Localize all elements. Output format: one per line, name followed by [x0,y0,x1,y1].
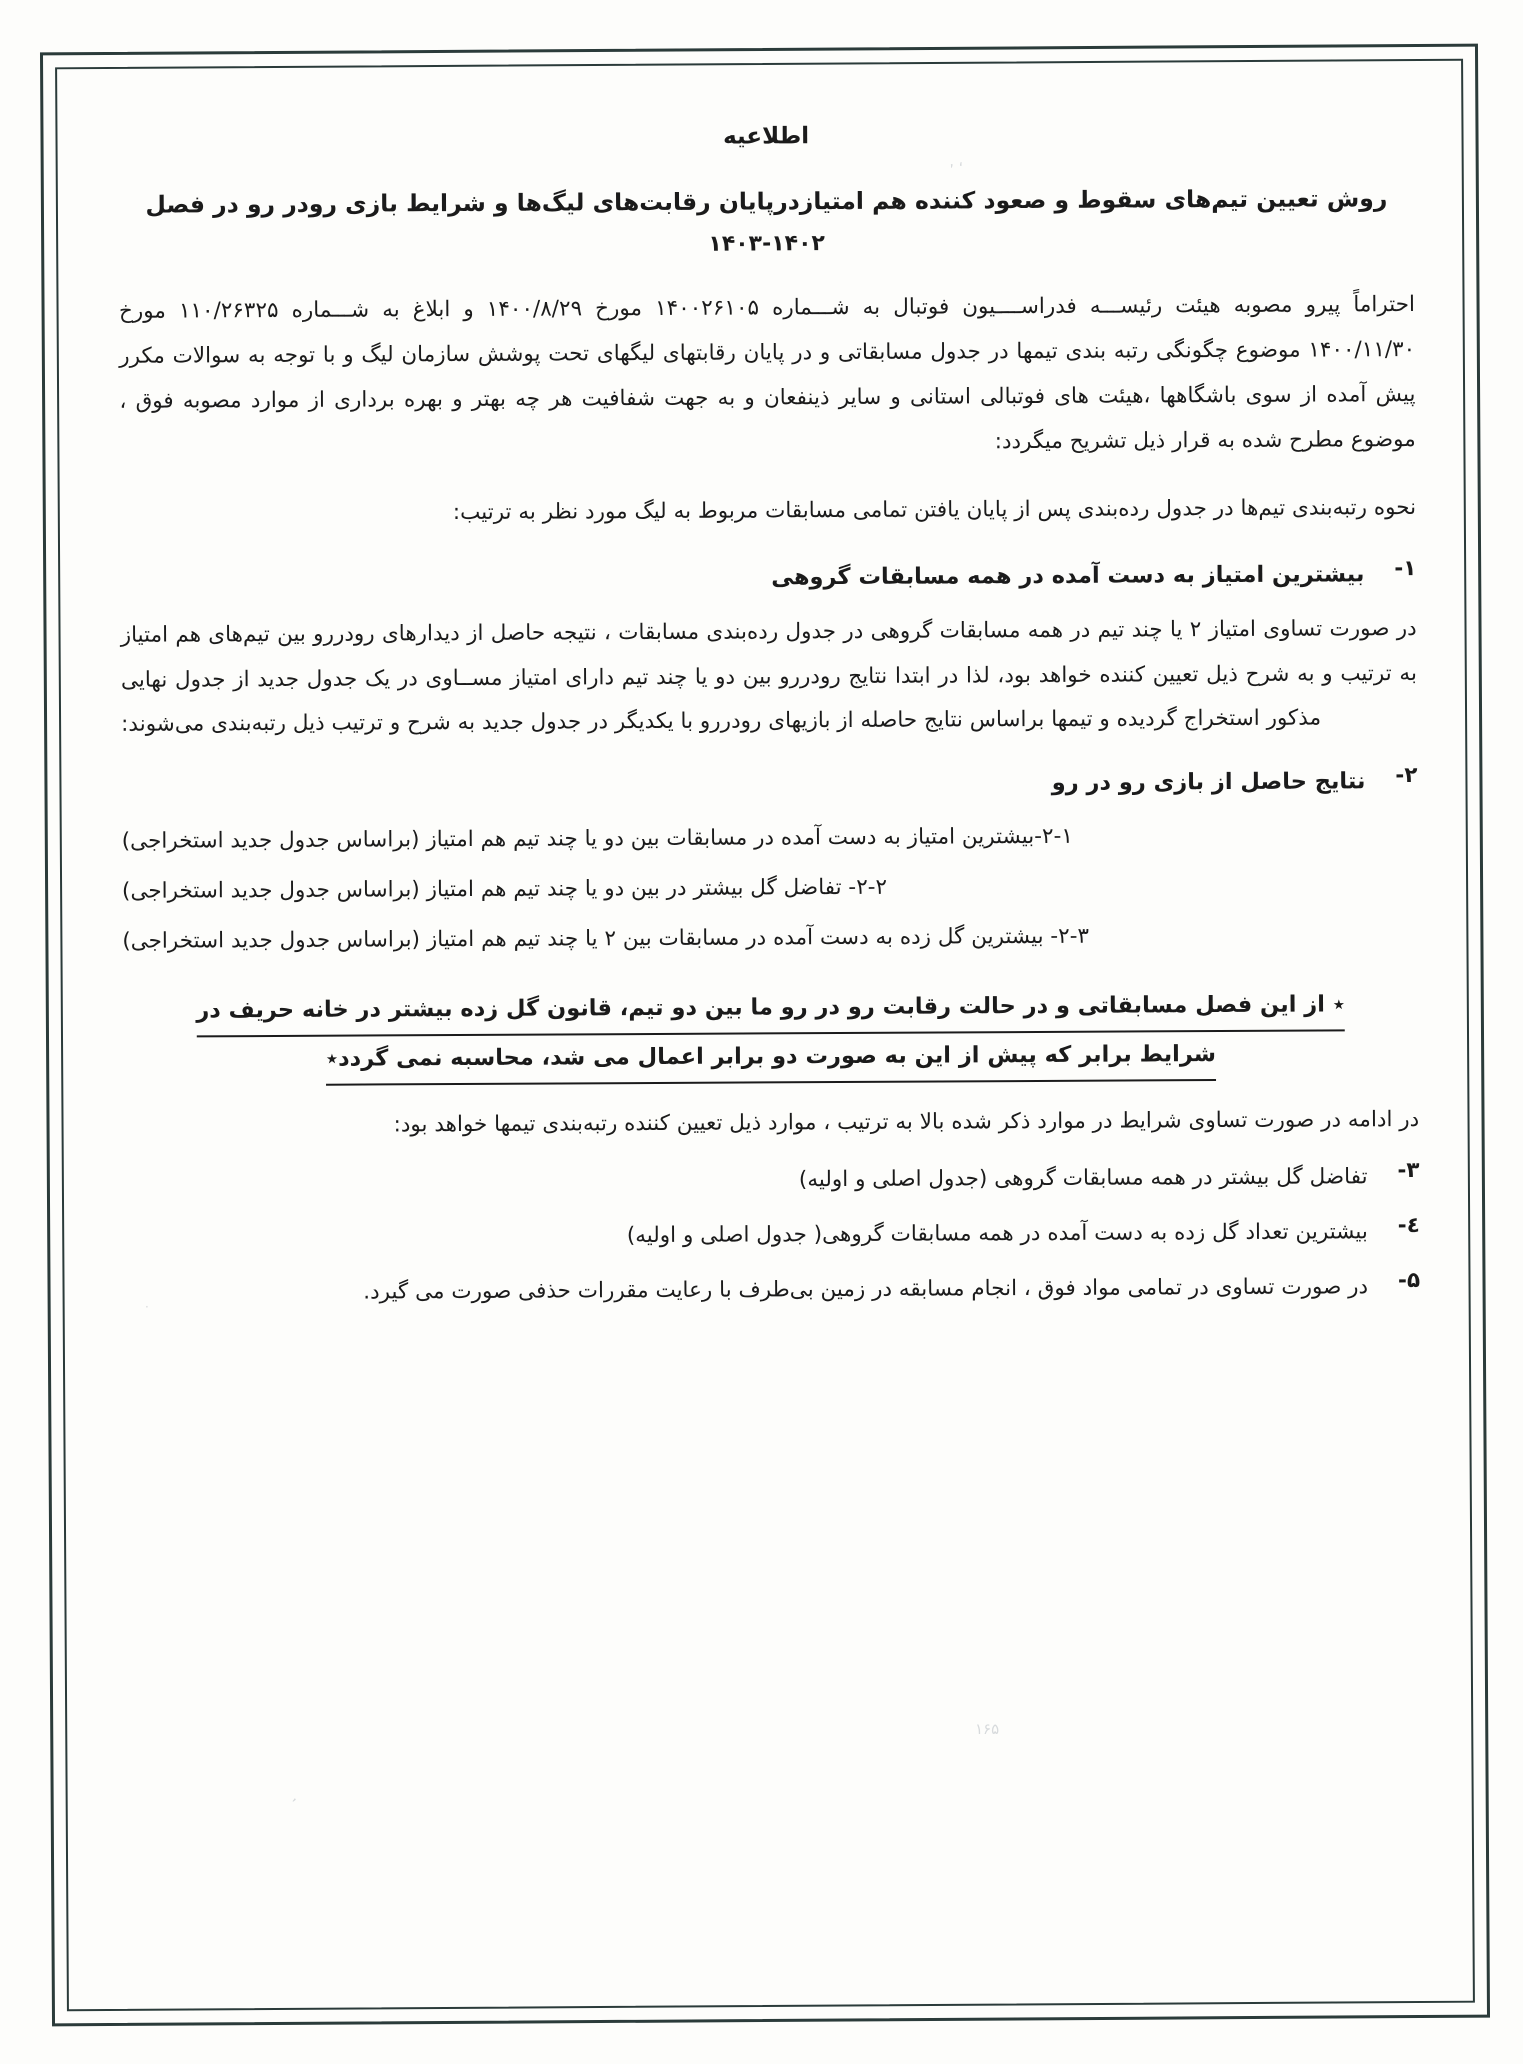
highlight-note [123,982,1419,1087]
scan-artifact-page-number: ۱۶۵ [975,1720,1000,1738]
list-item-text: در صورت تساوی در تمامی مواد فوق ، انجام مسابقه در زمین بی‌طرف با رعایت مقررات حذفی صورت می گیرد. [363,1273,1369,1305]
list-item-heading: بیشترین امتیاز به دست آمده در همه مسابقات گروهی [771,561,1365,591]
scan-artifact-dot: · [145,1300,149,1314]
scan-artifact-mark: ʼ ʻ [948,158,967,180]
list-item-heading: نتایج حاصل از بازی رو در رو [1051,768,1366,797]
list-item [123,1157,1419,1205]
scan-artifact-mark: ʼ [286,1794,299,1814]
list-item-text: بیشترین تعداد گل زده به دست آمده در همه مسابقات گروهی( جدول اصلی و اولیه) [626,1219,1368,1248]
list-item-number: ٤- [1397,1212,1420,1238]
list-item-number: ۳- [1397,1157,1420,1184]
list-item-text: تفاضل گل بیشتر در همه مسابقات گروهی (جدول اصلی و اولیه) [798,1164,1368,1193]
list-item [120,555,1416,600]
list-item [121,762,1417,807]
lead-paragraph: نحوه رتبه‌بندی تیم‌ها در جدول رده‌بندی پس از پایان یافتن تمامی مسابقات مربوط به لیگ مورد نظر به ترتیب: [452,495,1417,526]
list-item-number: ۵- [1397,1267,1421,1293]
page-title: اطلاعیه [722,123,810,150]
list-item [124,1212,1420,1260]
list-item-number: ۱- [1394,556,1417,582]
item-1-detail: در صورت تساوی امتیاز ۲ یا چند تیم در همه مسابقات گروهی در جدول رده‌بندی مسابقات ، نتیجه حاصل از دیدارهای رودررو بین تیم‌های هم امتیاز به ترتیب و به شرح ذیل تعیین کننده خواهد بود، لذا در ابتدا نتایج رودررو بین دو یا چند تیم دارای امتیاز مســاوی در یک جدول جدید از جدول نهایی مذکور استخراج گردیده و تیمها براساس نتایج حاصله از بازیهای رودررو با یکدیگر در جدول جدید به شرح و ترتیب ذیل رتبه‌بندی می‌شوند: [120,616,1417,737]
list-item [124,1267,1420,1315]
sub-item-2-2: ۲-۲- تفاضل گل بیشتر در بین دو یا چند تیم هم امتیاز (براساس جدول جدید استخراجی) [121,875,888,905]
highlight-line-2: شرایط برابر که پیش از این به صورت دو برابر اعمال می شد، محاسبه نمی گردد٭ [326,1032,1216,1086]
highlight-line-1: ٭ از این فصل مسابقاتی و در حالت رقابت رو در رو ما بین دو تیم، قانون گل زده بیشتر در خانه حریف در [196,982,1345,1037]
sub-item-2-1: ۲-۱-بیشترین امتیاز به دست آمده در مسابقات بین دو یا چند تیم هم امتیاز (براساس جدول جدید استخراجی) [121,824,1073,855]
sub-item-2-3: ۲-۳- بیشترین گل زده به دست آمده در مسابقات بین ۲ یا چند تیم هم امتیاز (براساس جدول جدید استخراجی) [122,923,1090,954]
list-item-number: ۲- [1395,763,1418,789]
tail-paragraph: در ادامه در صورت تساوی شرایط در موارد ذکر شده بالا به ترتیب ، موارد ذیل تعیین کننده رتبه‌بندی تیمها خواهد بود: [393,1107,1420,1138]
document-season: ۱۴۰۳-۱۴۰۲ [708,231,825,258]
intro-paragraph: احتراماً پیرو مصوبه هیئت رئیســـه فدراســــیون فوتبال به شـــماره ۱۴۰۰۲۶۱۰۵ مورخ ۱۴۰۰/۸/۲۹ و ابلاغ به شـــماره ۱۱۰/۲۶۳۲۵ مورخ ۱۴۰۰/۱۱/۳۰ موضوع چگونگی رتبه بندی تیمها در جدول مسابقاتی و در پایان رقابتهای لیگهای تحت پوشش سازمان لیگ و با توجه به سوالات مکرر پیش آمده از سوی باشگاهها ،هیئت های فوتبالی استانی و سایر ذینفعان و به جهت شفافیت هر چه بهتر و بهره برداری از موارد مصوبه فوق ، موضوع مطرح شده به قرار ذیل تشریح میگردد: [118,292,1416,454]
document-subtitle: روش تعیین تیم‌های سقوط و صعود کننده هم امتیازدرپایان رقابت‌های لیگ‌ها و شرایط بازی رودر رو در فصل [145,184,1388,219]
document-content [118,120,1424,2007]
